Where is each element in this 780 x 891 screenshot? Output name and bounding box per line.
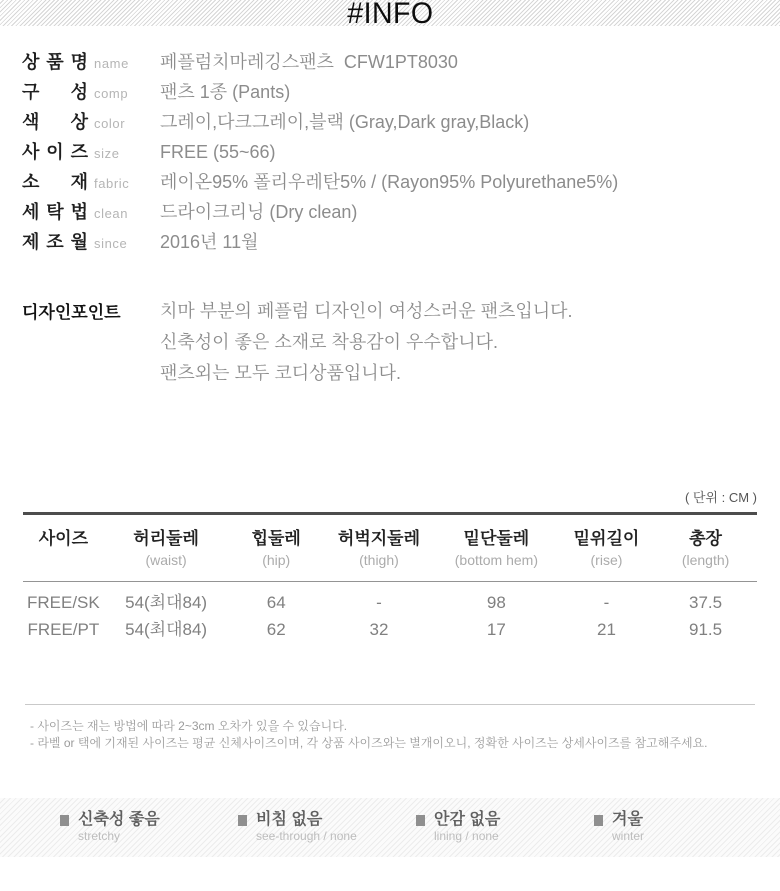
square-bullet-icon <box>60 815 69 826</box>
note-line: - 사이즈는 재는 방법에 따라 2~3cm 오차가 있을 수 있습니다. <box>30 719 348 733</box>
design-point-section <box>22 296 780 389</box>
spec-label-kr: 소 재 <box>22 172 88 192</box>
spec-label-kr: 제 조 월 <box>22 232 88 252</box>
design-point-lines <box>160 296 573 389</box>
design-point-label: 디자인포인트 <box>22 303 121 322</box>
table-header-cell: 힙둘레 (hip) <box>251 529 301 568</box>
table-header-cell: 사이즈 <box>38 529 88 548</box>
spec-row-since <box>22 228 780 258</box>
size-table <box>23 512 757 643</box>
feature-label-kr: 안감 없음 <box>434 811 501 828</box>
spec-row-fabric <box>22 168 780 198</box>
spec-value: 2016년 11월 <box>160 232 259 252</box>
info-banner <box>0 0 780 30</box>
feature-label-kr: 신축성 좋음 <box>78 811 160 828</box>
table-cell: 17 <box>486 620 506 639</box>
square-bullet-icon <box>238 815 247 826</box>
spec-value: 페플럼치마레깅스팬츠 CFW1PT8030 <box>160 52 458 72</box>
table-header-cell: 허벅지둘레 (thigh) <box>337 529 421 568</box>
table-cell: 64 <box>266 593 286 612</box>
feature-item-season <box>594 811 772 844</box>
square-bullet-icon <box>594 815 603 826</box>
note-line: - 라벨 or 택에 기재된 사이즈는 평균 신체사이즈이며, 각 상품 사이즈와는 별개이오니, 정확한 사이즈는 상세사이즈를 참고해주세요. <box>30 736 708 750</box>
size-table-body <box>23 582 757 643</box>
feature-item-see-through <box>238 811 416 844</box>
size-table-header <box>23 515 757 582</box>
size-section <box>23 487 757 643</box>
spec-label-en: size <box>94 146 120 161</box>
table-header-cell: 밑단둘레 (bottom hem) <box>454 529 538 568</box>
table-header-cell: 총장 (length) <box>681 529 730 568</box>
features-band <box>0 798 780 857</box>
design-point-line: 치마 부분의 페플럼 디자인이 여성스러운 팬츠입니다. <box>160 301 573 321</box>
table-cell: 32 <box>369 620 389 639</box>
table-row-free-pt <box>23 616 757 643</box>
spec-label-en: comp <box>94 86 129 101</box>
spec-row-name <box>22 48 780 78</box>
table-cell: 98 <box>486 593 506 612</box>
spec-label-en: since <box>94 236 128 251</box>
design-point-line: 팬츠외는 모두 코디상품입니다. <box>160 363 402 383</box>
feature-label-en: see-through / none <box>256 829 357 843</box>
spec-value: 팬츠 1종 (Pants) <box>160 82 291 102</box>
table-cell: FREE/PT <box>27 620 100 639</box>
spec-label-kr: 사 이 즈 <box>22 142 88 162</box>
spec-row-color <box>22 108 780 138</box>
spec-row-size <box>22 138 780 168</box>
spec-row-comp <box>22 78 780 108</box>
page-title: #INFO <box>346 0 434 30</box>
feature-item-lining <box>416 811 594 844</box>
spec-label-kr: 세 탁 법 <box>22 202 88 222</box>
spec-label-kr: 구 성 <box>22 82 88 102</box>
spec-value: FREE (55~66) <box>160 142 276 162</box>
feature-label-en: winter <box>612 829 645 843</box>
spec-label-en: name <box>94 56 129 71</box>
spec-value: 그레이,다크그레이,블랙 (Gray,Dark gray,Black) <box>160 112 530 132</box>
table-cell: 91.5 <box>689 620 723 639</box>
spec-label-kr: 상 품 명 <box>22 52 88 72</box>
spec-label-en: fabric <box>94 176 130 191</box>
spec-label-en: color <box>94 116 126 131</box>
design-point-line: 신축성이 좋은 소재로 착용감이 우수합니다. <box>160 332 498 352</box>
table-cell: - <box>376 593 382 612</box>
spec-label-kr: 색 상 <box>22 112 88 132</box>
table-cell: FREE/SK <box>26 593 100 612</box>
table-header-cell: 허리둘레 (waist) <box>133 529 199 568</box>
product-specs <box>22 48 780 258</box>
feature-label-kr: 겨울 <box>612 811 643 828</box>
spec-value: 레이온95% 폴리우레탄5% / (Rayon95% Polyurethane5%) <box>160 172 619 192</box>
table-cell: 54(최대84) <box>125 620 208 639</box>
feature-item-stretch <box>60 811 238 844</box>
table-header-cell: 밑위길이 (rise) <box>573 529 640 568</box>
size-unit-label: ( 단위 : CM ) <box>684 490 757 505</box>
table-row-free-sk <box>23 589 757 616</box>
spec-value: 드라이크리닝 (Dry clean) <box>160 202 358 222</box>
size-notes <box>25 704 755 752</box>
table-cell: 37.5 <box>689 593 723 612</box>
table-cell: 21 <box>597 620 616 639</box>
table-cell: 62 <box>266 620 286 639</box>
square-bullet-icon <box>416 815 425 826</box>
table-cell: - <box>603 593 610 612</box>
feature-label-en: lining / none <box>434 829 499 843</box>
feature-label-en: stretchy <box>78 829 121 843</box>
spec-label-en: clean <box>94 206 129 221</box>
spec-row-clean <box>22 198 780 228</box>
feature-label-kr: 비침 없음 <box>256 811 323 828</box>
table-cell: 54(최대84) <box>125 593 208 612</box>
